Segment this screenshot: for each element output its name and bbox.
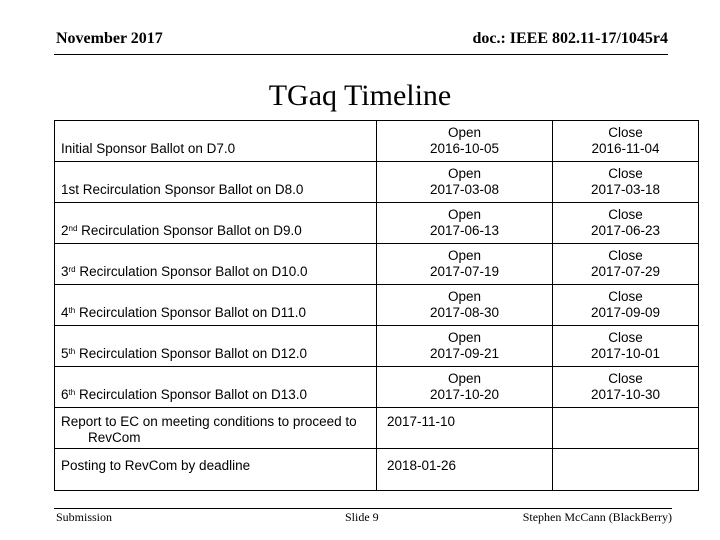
- ordinal-suffix: th: [68, 347, 76, 356]
- event-text: 6: [61, 387, 69, 402]
- close-date: 2017-10-01: [590, 346, 661, 361]
- date-cell: [377, 408, 553, 449]
- event-cell: [55, 449, 377, 491]
- open-date: 2016-10-05: [429, 141, 500, 156]
- close-cell: [553, 162, 699, 203]
- close-cell: [553, 244, 699, 285]
- event-cell: [55, 285, 377, 326]
- event-text: 1st Recirculation Sponsor Ballot on D8.0: [61, 182, 304, 197]
- event-cell: [55, 408, 377, 449]
- event-cell: [55, 121, 377, 162]
- event-text: Initial Sponsor Ballot on D7.0: [61, 141, 236, 156]
- table-row: [55, 121, 699, 162]
- event-text: 4: [61, 305, 69, 320]
- event-cell: [55, 367, 377, 408]
- close-date: 2017-10-30: [590, 387, 661, 402]
- footer-submission: Submission: [56, 510, 113, 524]
- close-cell: [553, 367, 699, 408]
- event-label: Posting to RevCom by deadline: [61, 458, 251, 473]
- open-label: Open: [447, 371, 482, 386]
- event-cell: [55, 203, 377, 244]
- open-cell: [377, 121, 553, 162]
- event-date: 2017-11-10: [387, 414, 456, 429]
- footer-author: Stephen McCann (BlackBerry): [522, 510, 672, 524]
- event-cell: [55, 162, 377, 203]
- open-cell: [377, 326, 553, 367]
- slide-title: TGaq Timeline: [268, 79, 452, 112]
- event-label: [55, 121, 376, 157]
- open-label: Open: [447, 248, 482, 263]
- event-text-rest: Recirculation Sponsor Ballot on D9.0: [77, 223, 302, 238]
- ordinal-suffix: rd: [68, 265, 76, 274]
- table-row: [55, 285, 699, 326]
- open-label: Open: [447, 125, 482, 140]
- close-label: Close: [608, 289, 643, 304]
- empty-cell: [553, 449, 699, 491]
- close-label: Close: [608, 248, 643, 263]
- open-date: 2017-03-08: [429, 182, 500, 197]
- event-text: 5: [61, 346, 69, 361]
- close-date: 2017-03-18: [590, 182, 661, 197]
- open-label: Open: [447, 330, 482, 345]
- open-date: 2017-07-19: [429, 264, 500, 279]
- open-cell: [377, 162, 553, 203]
- event-cell: [55, 326, 377, 367]
- event-label: [55, 162, 376, 198]
- timeline-table: [54, 120, 699, 491]
- header-doc-id: doc.: IEEE 802.11-17/1045r4: [472, 30, 668, 47]
- open-cell: [377, 367, 553, 408]
- header-date: November 2017: [56, 30, 163, 47]
- close-label: Close: [608, 166, 643, 181]
- open-label: Open: [447, 207, 482, 222]
- event-label: [55, 367, 376, 403]
- table-row: [55, 203, 699, 244]
- close-label: Close: [608, 371, 643, 386]
- ordinal-suffix: nd: [68, 224, 78, 233]
- header-rule: [54, 54, 668, 55]
- open-cell: [377, 244, 553, 285]
- event-label: [55, 203, 376, 239]
- open-date: 2017-08-30: [429, 305, 500, 320]
- event-text-rest: Recirculation Sponsor Ballot on D11.0: [75, 305, 307, 320]
- close-cell: [553, 203, 699, 244]
- event-label: [55, 285, 376, 321]
- event-text-rest: Recirculation Sponsor Ballot on D12.0: [75, 346, 308, 361]
- open-cell: [377, 285, 553, 326]
- close-date: 2017-09-09: [590, 305, 661, 320]
- close-date: 2017-07-29: [590, 264, 661, 279]
- open-date: 2017-09-21: [429, 346, 500, 361]
- event-text: Report to EC on meeting conditions to proceed to: [61, 414, 357, 429]
- event-text-rest: RevCom: [88, 430, 141, 445]
- date-cell: [377, 449, 553, 491]
- table-row: [55, 162, 699, 203]
- close-label: Close: [608, 330, 643, 345]
- close-label: Close: [608, 125, 643, 140]
- footer-slide-number: Slide 9: [345, 510, 379, 524]
- event-text: 2: [61, 223, 69, 238]
- event-date: 2018-01-26: [387, 458, 457, 473]
- empty-cell: [553, 408, 699, 449]
- table-row: [55, 449, 699, 491]
- ordinal-suffix: th: [68, 306, 76, 315]
- open-date: 2017-06-13: [429, 223, 500, 238]
- open-label: Open: [447, 289, 482, 304]
- open-label: Open: [447, 166, 482, 181]
- close-cell: [553, 285, 699, 326]
- event-text: 3: [61, 264, 69, 279]
- table-row: [55, 408, 699, 449]
- event-text-rest: Recirculation Sponsor Ballot on D10.0: [75, 264, 308, 279]
- footer-rule: [54, 508, 672, 509]
- close-date: 2017-06-23: [590, 223, 661, 238]
- table-row: [55, 326, 699, 367]
- table-row: [55, 367, 699, 408]
- table-row: [55, 244, 699, 285]
- ordinal-suffix: th: [68, 388, 76, 397]
- event-text-rest: Recirculation Sponsor Ballot on D13.0: [75, 387, 308, 402]
- close-cell: [553, 121, 699, 162]
- close-date: 2016-11-04: [591, 141, 660, 156]
- open-date: 2017-10-20: [429, 387, 500, 402]
- close-label: Close: [608, 207, 643, 222]
- close-cell: [553, 326, 699, 367]
- event-label: [55, 326, 376, 362]
- event-cell: [55, 244, 377, 285]
- event-label: [55, 244, 376, 280]
- open-cell: [377, 203, 553, 244]
